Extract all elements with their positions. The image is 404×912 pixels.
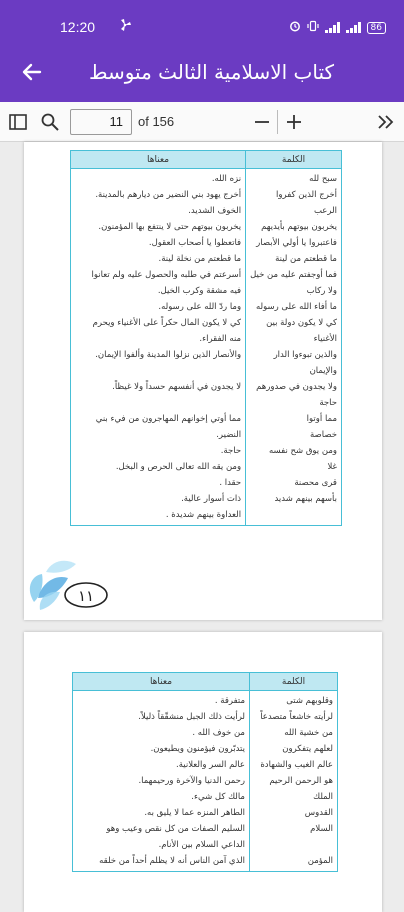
word-item: خصاصة xyxy=(310,430,337,440)
meaning-item: يتدبّرون فيؤمنون ويطيعون. xyxy=(150,744,245,754)
meaning-item: نزه الله. xyxy=(211,174,242,184)
meaning-item: فاتعظوا يا أصحاب العقول. xyxy=(148,238,242,248)
page-title: كتاب الاسلامية الثالث متوسط xyxy=(88,60,334,84)
alarm-icon xyxy=(289,20,301,35)
meaning-item: السليم الصفات من كل نقص وعيب وهو xyxy=(106,824,245,834)
meaning-item: ومن يقه الله تعالى الحرص و البخل. xyxy=(115,462,242,472)
word-item: أخرج الذين كفروا xyxy=(276,190,337,200)
word-item: فما أوجفتم عليه من خيل xyxy=(250,270,337,280)
page-number-input[interactable]: 11 xyxy=(70,109,132,135)
word-column xyxy=(250,691,338,872)
word-item: لرأيته خاشعاً متصدعاً xyxy=(260,712,333,722)
status-bar xyxy=(0,0,404,50)
status-icons xyxy=(289,20,386,35)
word-item: الرعب xyxy=(313,206,337,216)
word-item: القدوس xyxy=(304,808,333,818)
back-arrow-icon[interactable] xyxy=(20,60,46,86)
vocab-table xyxy=(72,672,338,872)
meaning-item: الداعي السلام بين الأنام. xyxy=(158,840,245,850)
table-header-meaning: معناها xyxy=(71,151,246,169)
word-item: ما أفاء الله على رسوله xyxy=(255,302,337,312)
table-header-meaning: معناها xyxy=(73,673,250,691)
meaning-item: لا يجدون في أنفسهم حسداً ولا غيظاً. xyxy=(112,382,242,392)
word-item: من خشية الله xyxy=(284,728,333,738)
signal-icon-1 xyxy=(325,22,340,33)
handwritten-page-number xyxy=(62,580,110,610)
status-time: 12:20 xyxy=(60,19,96,35)
table-header-word: الكلمة xyxy=(250,673,338,691)
pdf-toolbar xyxy=(0,102,404,142)
meaning-item: والأنصار الذين نزلوا المدينة وألفوا الإيمان. xyxy=(95,350,242,360)
word-item: بأسهم بينهم شديد xyxy=(274,494,337,504)
pdf-page-12 xyxy=(24,632,382,912)
meaning-item: كي لا يكون المال حكراً على الأغنياء ويحرم xyxy=(92,318,242,328)
word-item: هو الرحمن الرحيم xyxy=(269,776,333,786)
zoom-in-icon[interactable] xyxy=(284,112,304,136)
word-item: مما أوتوا xyxy=(306,414,337,424)
meaning-item: يخربون بيوتهم حتى لا ينتفع بها المؤمنون. xyxy=(98,222,242,232)
meaning-item: أخرج يهود بني النضير من ديارهم بالمدينة. xyxy=(95,190,242,200)
vocab-table xyxy=(70,150,342,526)
table-header-word: الكلمة xyxy=(246,151,342,169)
word-item: عالم الغيب والشهادة xyxy=(260,760,333,770)
meaning-item: الخوف الشديد. xyxy=(188,206,242,216)
word-item: كي لا يكون دولة بين xyxy=(266,318,337,328)
word-item: ولا ركاب xyxy=(306,286,337,296)
meaning-item xyxy=(75,395,241,411)
meaning-item: متفرقة . xyxy=(214,696,245,706)
word-item: قرى محصنة xyxy=(294,478,337,488)
toolbar-divider xyxy=(277,110,278,134)
meaning-column xyxy=(71,169,246,526)
word-item: لعلهم يتفكرون xyxy=(282,744,333,754)
meaning-item: الطاهر المنزه عما لا يليق به. xyxy=(144,808,245,818)
app-bar xyxy=(0,50,404,102)
word-column xyxy=(246,169,342,526)
meaning-item: ما قطعتم من نخلة لينة. xyxy=(158,254,242,264)
meaning-item xyxy=(75,363,241,379)
meaning-item: منه الفقراء. xyxy=(199,334,242,344)
sidebar-toggle-icon[interactable] xyxy=(8,112,28,136)
meaning-item: لرأيت ذلك الجبل منشقّقاً ذليلاً. xyxy=(138,712,245,722)
word-item: المؤمن xyxy=(307,856,333,866)
meaning-item: فيه مشقة وكرب الخيل. xyxy=(157,286,242,296)
word-item: يخربون بيوتهم بأيديهم xyxy=(261,222,337,232)
word-item: غلا xyxy=(327,462,337,472)
meaning-item: النضير. xyxy=(216,430,242,440)
zoom-out-icon[interactable] xyxy=(252,112,272,136)
word-item: حاجة xyxy=(319,398,337,408)
meaning-column xyxy=(73,691,250,872)
vibrate-icon xyxy=(307,20,319,35)
meaning-item: من خوف الله . xyxy=(192,728,245,738)
word-item: فاعتبروا يا أولي الأبصار xyxy=(256,238,337,248)
page-count-label: of 156 xyxy=(138,114,175,129)
meaning-item: مما أوتي إخوانهم المهاجرون من فيء بني xyxy=(95,414,242,424)
meaning-item: وما ردّ الله على رسوله. xyxy=(158,302,242,312)
word-item: ما قطعتم من لينة xyxy=(275,254,337,264)
meaning-item: عالم السر والعلانية. xyxy=(176,760,245,770)
word-item xyxy=(254,837,333,853)
meaning-item: مالك كل شيء. xyxy=(191,792,245,802)
word-item: والذين تبوءوا الدار xyxy=(273,350,337,360)
double-chevron-right-icon[interactable] xyxy=(376,112,396,136)
meaning-item: حاجة. xyxy=(220,446,242,456)
meaning-item: حقدا . xyxy=(219,478,242,488)
word-item: الملك xyxy=(313,792,333,802)
meaning-item: ذات أسوار عالية. xyxy=(181,494,242,504)
word-item: الأغنياء xyxy=(313,334,337,344)
meaning-item: العداوة بينهم شديدة . xyxy=(165,510,242,520)
battery-indicator: 86 xyxy=(367,22,386,34)
word-item: والإيمان xyxy=(309,366,337,376)
meaning-item: رحمن الدنيا والآخرة ورحيمهما. xyxy=(138,776,245,786)
word-item: وقلوبهم شتى xyxy=(286,696,333,706)
word-item: ومن يوق شح نفسه xyxy=(269,446,337,456)
signal-icon-2 xyxy=(346,22,361,33)
word-item: ولا يجدون في صدورهم xyxy=(256,382,337,392)
meaning-item: أسرعتم في طلبه والحصول عليه ولم تعانوا xyxy=(91,270,242,280)
word-item: السلام xyxy=(310,824,333,834)
meaning-item: الذي آمن الناس أنه لا يظلم أحداً من خلقه xyxy=(99,856,245,866)
pdf-page-11 xyxy=(24,142,382,620)
word-item: سبح لله xyxy=(309,174,337,184)
page-number-text: ١١ xyxy=(77,587,95,605)
fan-icon xyxy=(118,18,132,36)
search-icon[interactable] xyxy=(40,112,60,136)
